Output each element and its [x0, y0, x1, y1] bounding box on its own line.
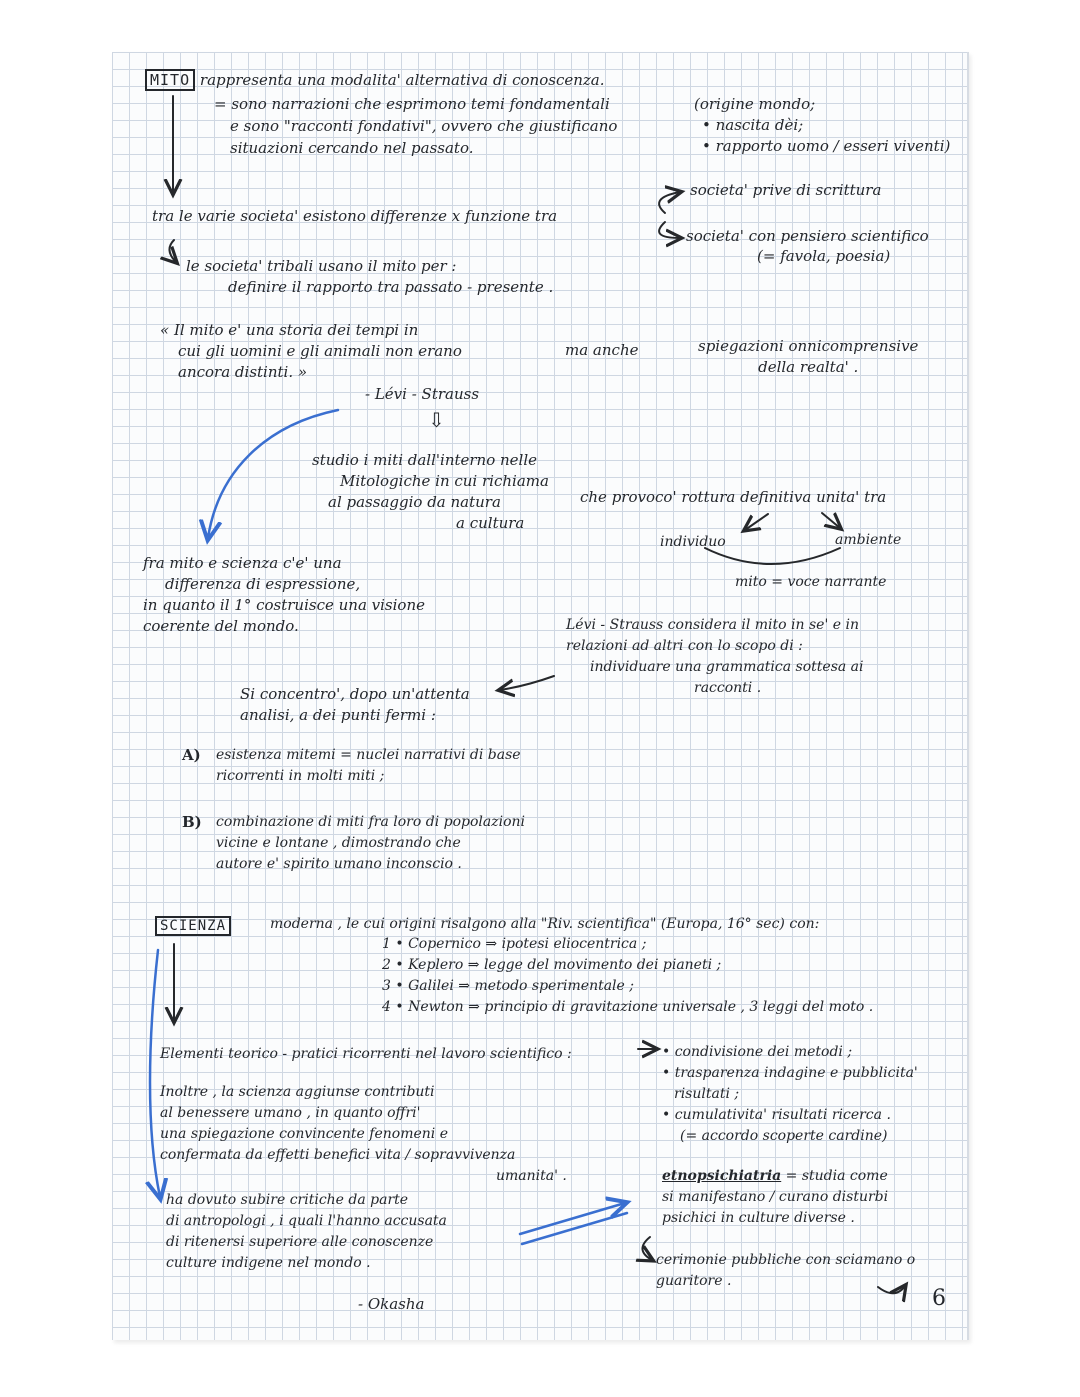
inoltre-line: Inoltre , la scienza aggiunse contributi — [160, 1084, 435, 1100]
inoltre-line: confermata da effetti benefici vita / sopravvivenza — [160, 1147, 516, 1163]
bullet-item: • cumulativita' risultati ricerca . — [662, 1107, 891, 1123]
scientist-number: 4 • — [382, 999, 404, 1015]
etnopsichiatria-term: etnopsichiatria — [662, 1168, 782, 1184]
inoltre-line: al benessere umano , in quanto offri' — [160, 1105, 421, 1121]
difference-line: coerente del mondo. — [143, 617, 299, 635]
ambiente-label: ambiente — [835, 532, 902, 548]
intro-line: analisi, a dei punti fermi : — [240, 706, 436, 724]
scientist-number: 2 • — [382, 957, 404, 973]
studio-line: studio i miti dall'interno nelle — [312, 451, 538, 469]
mito-line2: = sono narrazioni che esprimono temi fondamentali — [214, 95, 610, 113]
okasha-author: - Okasha — [358, 1295, 425, 1313]
rottura-line: che provoco' rottura definitiva unita' tra — [580, 488, 887, 506]
point-b-line: autore e' spirito umano inconscio . — [216, 856, 462, 872]
quote-line: « Il mito e' una storia dei tempi in — [160, 321, 419, 339]
etno-def-line: psichici in culture diverse . — [662, 1210, 855, 1226]
scientist-name: Newton — [408, 999, 464, 1015]
critiche-line: culture indigene nel mondo . — [166, 1255, 371, 1271]
theme-gods: • nascita dèi; — [702, 116, 804, 134]
cerimonie — [656, 1250, 915, 1292]
studio-miti — [312, 450, 549, 534]
bullet-item: • condivisione dei metodi ; — [662, 1044, 853, 1060]
societies-differences: tra le varie societa' esistono differenze x funzione tra — [152, 207, 558, 225]
down-arrow-icon: ⇩ — [428, 408, 445, 432]
scientist-row: 1 • Copernico ⇒ ipotesi eliocentrica ; — [382, 936, 647, 952]
inoltre-line: una spiegazione convincente fenomeni e — [160, 1126, 448, 1142]
relations-line: individuare una grammatica sottesa ai — [590, 659, 864, 675]
voce-narrante: mito = voce narrante — [735, 574, 887, 590]
intro-line: Si concentro', dopo un'attenta — [240, 685, 470, 703]
mito-themes-list — [694, 94, 950, 157]
cerimonie-line: cerimonie pubbliche con sciamano o — [656, 1252, 916, 1268]
studio-line: Mitologiche in cui richiama — [340, 472, 549, 490]
fixed-points-intro — [240, 684, 470, 726]
society-no-writing: societa' prive di scrittura — [690, 181, 882, 199]
tribal-line1: le societa' tribali usano il mito per : — [186, 257, 457, 275]
difference-line: in quanto il 1° costruisce una visione — [143, 596, 425, 614]
etno-def-line: si manifestano / curano disturbi — [662, 1189, 889, 1205]
relations-line: racconti . — [694, 680, 762, 696]
difference-line: fra mito e scienza c'e' una — [143, 554, 342, 572]
mito-label: MITO — [145, 69, 195, 91]
quote-line: ancora distinti. » — [178, 363, 308, 381]
etnopsichiatria-def: = studia come — [785, 1168, 888, 1184]
point-b-line: combinazione di miti fra loro di popolazioni — [216, 814, 525, 830]
inoltre-line: umanita' . — [496, 1168, 567, 1184]
quote-line: cui gli uomini e gli animali non erano — [178, 342, 462, 360]
scientist-contribution: principio di gravitazione universale , 3 leggi del moto . — [484, 999, 874, 1015]
scientist-contribution: ipotesi eliocentrica ; — [501, 936, 647, 952]
critiche-line: ha dovuto subire critiche da parte — [166, 1192, 409, 1208]
mito-line4: situazioni cercando nel passato. — [230, 139, 474, 157]
society-scientific: societa' con pensiero scientifico — [686, 227, 929, 245]
relations-line: relazioni ad altri con lo scopo di : — [566, 638, 803, 654]
bullet-item: risultati ; — [674, 1086, 740, 1102]
scientist-name: Copernico — [408, 936, 481, 952]
mito-heading — [145, 70, 605, 91]
point-b — [216, 812, 525, 875]
comprehensive-explanations — [698, 336, 918, 378]
point-a-line: esistenza mitemi = nuclei narrativi di base — [216, 747, 521, 763]
etnopsichiatria-line — [662, 1166, 888, 1187]
elementi-bullets — [662, 1042, 918, 1147]
quote-author: - Lévi - Strauss — [365, 385, 480, 403]
point-b-label: B) — [182, 813, 202, 831]
scienza-intro: moderna , le cui origini risalgono alla "Riv. scientifica" (Europa, 16° sec) con: — [270, 916, 820, 932]
myth-science-difference — [143, 553, 425, 637]
critiche-paragraph — [166, 1190, 447, 1274]
explanation-line: della realta' . — [758, 358, 859, 376]
scienza-box: SCIENZA — [155, 916, 231, 936]
page-number: 6 — [932, 1286, 946, 1311]
explanation-line: spiegazioni onnicomprensive — [698, 337, 919, 355]
critiche-line: di ritenersi superiore alle conoscenze — [166, 1234, 434, 1250]
society-scientific-note: (= favola, poesia) — [757, 247, 891, 265]
studio-line: al passaggio da natura — [328, 493, 501, 511]
scientist-row: 2 • Keplero ⇒ legge del movimento dei pianeti ; — [382, 957, 722, 973]
difference-line: differenza di espressione, — [165, 575, 361, 593]
etnopsichiatria-def-rest — [662, 1187, 888, 1229]
scientist-number: 3 • — [382, 978, 404, 994]
bullet-item: (= accordo scoperte cardine) — [680, 1128, 888, 1144]
scienza-label — [155, 916, 231, 937]
relations-line: Lévi - Strauss considera il mito in se' e in — [566, 617, 859, 633]
scientist-contribution: metodo sperimentale ; — [474, 978, 634, 994]
critiche-line: di antropologi , i quali l'hanno accusata — [166, 1213, 447, 1229]
scientist-number: 1 • — [382, 936, 404, 952]
tribal-line2: definire il rapporto tra passato - presente . — [228, 278, 554, 296]
scientist-name: Galilei — [408, 978, 454, 994]
point-a-line: ricorrenti in molti miti ; — [216, 768, 385, 784]
bullet-item: • trasparenza indagine e pubblicita' — [662, 1065, 918, 1081]
cerimonie-line: guaritore . — [656, 1273, 732, 1289]
theme-origin: (origine mondo; — [694, 95, 816, 113]
scientist-row: 3 • Galilei ⇒ metodo sperimentale ; — [382, 978, 634, 994]
inoltre-paragraph — [160, 1082, 567, 1187]
levi-strauss-relations — [566, 615, 864, 699]
individuo-label: individuo — [660, 534, 726, 550]
but-also-label: ma anche — [565, 341, 639, 359]
scientist-row: 4 • Newton ⇒ principio di gravitazione universale , 3 leggi del moto . — [382, 999, 874, 1015]
theme-relationship: • rapporto uomo / esseri viventi) — [702, 137, 951, 155]
elementi-heading: Elementi teorico - pratici ricorrenti nel lavoro scientifico : — [160, 1046, 572, 1062]
studio-line: a cultura — [456, 514, 525, 532]
point-a — [216, 745, 521, 787]
scientist-name: Keplero — [408, 957, 464, 973]
mito-line3: e sono "racconti fondativi", ovvero che giustificano — [230, 117, 618, 135]
scientist-contribution: legge del movimento dei pianeti ; — [483, 957, 722, 973]
point-a-label: A) — [182, 746, 201, 764]
point-b-line: vicine e lontane , dimostrando che — [216, 835, 461, 851]
levi-strauss-quote — [160, 320, 462, 383]
mito-line1: rappresenta una modalita' alternativa di conoscenza. — [199, 71, 605, 89]
